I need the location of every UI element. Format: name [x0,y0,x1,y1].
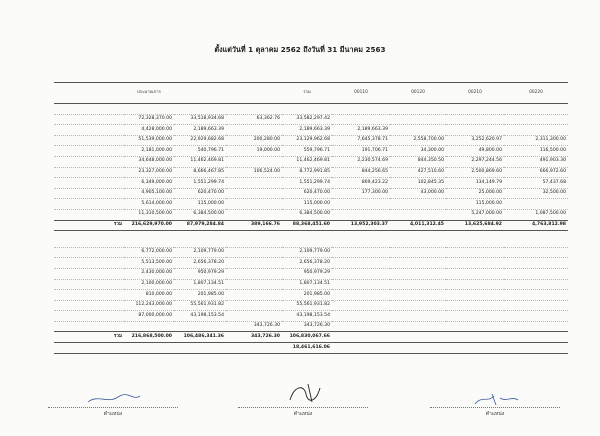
table-row [54,135,568,146]
amount-cell [332,332,390,343]
amount-cell: 4,011,312.45 [390,220,446,231]
table-row [54,300,568,311]
amount-cell: 72,328,370.00 [124,114,174,125]
amount-cell [332,209,390,220]
amount-cell: 216,868,500.00 [124,332,174,343]
row-label [54,104,124,115]
amount-cell [390,104,446,115]
amount-cell: 4,763,812.98 [504,220,568,231]
row-label [54,237,124,247]
amount-cell: 11,462,469.81 [174,156,226,167]
amount-cell: 2,189,663.39 [282,125,332,136]
amount-cell [332,114,390,125]
amount-cell [504,300,568,311]
amount-cell: 134,149.79 [446,178,504,189]
table-row [54,188,568,199]
row-label [54,167,124,178]
amount-cell: 25,000.00 [446,188,504,199]
amount-cell: 2,558,700.00 [390,135,446,146]
amount-cell [504,125,568,136]
amount-cell [226,300,282,311]
col-header [226,83,282,104]
amount-cell [504,268,568,279]
table-row [54,209,568,220]
amount-cell [390,343,446,354]
amount-cell: 6,384,500.00 [174,209,226,220]
row-label [54,199,124,210]
amount-cell: 55,561,931.82 [282,300,332,311]
amount-cell: 427,510.60 [390,167,446,178]
amount-cell [174,104,226,115]
row-label [54,178,124,189]
table-row [54,125,568,136]
amount-cell: 2,230,574.69 [332,156,390,167]
amount-cell [446,300,504,311]
amount-cell: 2,297,244.56 [446,156,504,167]
amount-cell: 115,000.00 [446,199,504,210]
amount-cell [226,311,282,322]
col-header: ประมาณการ [124,83,174,104]
amount-cell [390,321,446,332]
col-header: 00120 [390,83,446,104]
amount-cell: 2,430,000.00 [124,268,174,279]
table-row [54,114,568,125]
amount-cell [332,279,390,290]
signer-role: ตำแหน่ง [293,411,313,417]
table-row [54,167,568,178]
amount-cell: 620,470.00 [174,188,226,199]
table-row [54,279,568,290]
row-label [54,258,124,269]
amount-cell: 216,629,970.00 [124,220,174,231]
amount-cell [226,156,282,167]
amount-cell [332,247,390,258]
amount-cell [390,247,446,258]
amount-cell: 116,500.00 [504,146,568,157]
amount-cell [446,321,504,332]
amount-cell [226,343,282,354]
amount-cell: 19,000.00 [226,146,282,157]
amount-cell [226,268,282,279]
amount-cell [446,237,504,247]
amount-cell: 22,929,682.68 [174,135,226,146]
amount-cell [504,199,568,210]
amount-cell [332,268,390,279]
amount-cell [390,199,446,210]
amount-cell [446,247,504,258]
amount-cell [124,104,174,115]
signature-left [38,392,188,418]
amount-cell [390,290,446,301]
table-row [54,268,568,279]
report-period: ตั้งแต่วันที่ 1 ตุลาคม 2562 ถึงวันที่ 31 มีนาคม 2563 [214,45,386,54]
amount-cell: 4,905,100.00 [124,188,174,199]
row-label: รวม [54,332,124,343]
amount-cell: 49,800.00 [446,146,504,157]
amount-cell: 200,280.00 [226,135,282,146]
amount-cell: 1,807,134.51 [282,279,332,290]
amount-cell [226,209,282,220]
amount-cell: 559,796.71 [282,146,332,157]
table-row [54,146,568,157]
amount-cell [390,300,446,311]
amount-cell: 491,903.30 [504,156,568,167]
amount-cell [174,321,226,332]
amount-cell: 1,551,299.74 [282,178,332,189]
amount-cell: 844,256.65 [332,167,390,178]
amount-cell: 201,985.00 [282,290,332,301]
amount-cell: 810,000.00 [124,290,174,301]
signature-scribble [38,392,188,406]
amount-cell: 88,368,451.60 [282,220,332,231]
row-label [54,114,124,125]
amount-cell: 34,300.00 [390,146,446,157]
amount-cell [332,290,390,301]
col-header [54,83,124,104]
amount-cell [226,125,282,136]
row-label [54,279,124,290]
row-label [54,125,124,136]
amount-cell: 343,726.30 [226,332,282,343]
table-row [54,247,568,258]
amount-cell: 2,109,779.00 [174,247,226,258]
table-row [54,290,568,301]
amount-cell: 950,979.29 [282,268,332,279]
row-label [54,321,124,332]
amount-cell [446,343,504,354]
amount-cell: 112,243,000.00 [124,300,174,311]
signer-role: ตำแหน่ง [485,411,505,417]
amount-cell [504,279,568,290]
amount-cell: 11,462,469.81 [282,156,332,167]
amount-cell: 51,539,000.00 [124,135,174,146]
amount-cell: 23,129,962.68 [282,135,332,146]
amount-cell: 4,428,000.00 [124,125,174,136]
amount-cell: 43,198,153.54 [174,311,226,322]
amount-cell: 5,247,000.00 [446,209,504,220]
amount-cell: 844,350.50 [390,156,446,167]
amount-cell: 191,706.71 [332,146,390,157]
amount-cell [504,104,568,115]
amount-cell: 2,500,869.60 [446,167,504,178]
signature-line [48,407,178,408]
amount-cell [504,343,568,354]
amount-cell [446,311,504,322]
amount-cell: 2,109,779.00 [282,247,332,258]
amount-cell [124,343,174,354]
amount-cell: 2,311,300.00 [504,135,568,146]
row-label: รวม [54,220,124,231]
amount-cell: 5,513,500.00 [124,258,174,269]
amount-cell [504,290,568,301]
amount-cell [504,258,568,269]
amount-cell [282,237,332,247]
amount-cell: 43,198,153.54 [282,311,332,322]
amount-cell: 1,807,134.51 [174,279,226,290]
amount-cell [504,114,568,125]
amount-cell [332,104,390,115]
signature-line [238,407,368,408]
amount-cell [504,237,568,247]
signature-middle [228,392,378,418]
amount-cell [390,237,446,247]
amount-cell: 540,796.71 [174,146,226,157]
amount-cell [390,311,446,322]
amount-cell [504,311,568,322]
table-row [54,199,568,210]
amount-cell [332,343,390,354]
amount-cell: 43,000.00 [390,188,446,199]
amount-cell: 115,000.00 [282,199,332,210]
amount-cell: 13,625,684.92 [446,220,504,231]
amount-cell: 6,349,000.00 [124,178,174,189]
table-row [54,237,568,247]
amount-cell [226,237,282,247]
amount-cell [504,332,568,343]
table-row [54,321,568,332]
amount-cell [332,321,390,332]
amount-cell: 33,518,934.68 [174,114,226,125]
row-label [54,268,124,279]
amount-cell [226,178,282,189]
amount-cell: 87,979,284.84 [174,220,226,231]
amount-cell [226,290,282,301]
amount-cell: 7,645,378.71 [332,135,390,146]
amount-cell: 106,830,067.66 [282,332,332,343]
amount-cell: 2,189,663.39 [174,125,226,136]
row-label [54,247,124,258]
amount-cell: 6,772,000.00 [124,247,174,258]
amount-cell: 63,362.76 [226,114,282,125]
row-label [54,146,124,157]
col-header [174,83,226,104]
row-label [54,300,124,311]
amount-cell: 3,252,620.97 [446,135,504,146]
amount-cell: 2,656,378.20 [174,258,226,269]
amount-cell: 2,656,378.20 [282,258,332,269]
amount-cell [504,247,568,258]
col-header: รวม [282,83,332,104]
amount-cell: 343,726.30 [226,321,282,332]
amount-cell [226,188,282,199]
amount-cell [226,247,282,258]
amount-cell: 87,000,000.00 [124,311,174,322]
col-header: 00210 [446,83,504,104]
header-row [54,83,568,104]
amount-cell: 2,181,000.00 [124,146,174,157]
col-header: 00110 [332,83,390,104]
row-label [54,343,124,354]
amount-cell: 106,524.00 [226,167,282,178]
amount-cell: 2,189,663.39 [332,125,390,136]
amount-cell [390,114,446,125]
amount-cell [390,279,446,290]
amount-cell: 102,845.35 [390,178,446,189]
amount-cell: 8,772,991.85 [282,167,332,178]
amount-cell [446,290,504,301]
amount-cell: 57,437.68 [504,178,568,189]
signature-scribble [420,392,570,406]
amount-cell: 666,972.60 [504,167,568,178]
table-body [54,104,568,354]
amount-cell [226,279,282,290]
row-label [54,156,124,167]
table-row [54,258,568,269]
amount-cell: 13,952,303.37 [332,220,390,231]
amount-cell [390,209,446,220]
table-row [54,311,568,322]
report-table [54,82,568,354]
amount-cell [390,258,446,269]
row-label [54,209,124,220]
amount-cell: 869,423.22 [332,178,390,189]
signature-right [420,392,570,418]
amount-cell [332,300,390,311]
row-label [54,290,124,301]
signer-role: ตำแหน่ง [103,411,123,417]
amount-cell: 343,726.30 [282,321,332,332]
amount-cell: 5,614,000.00 [124,199,174,210]
amount-cell [446,332,504,343]
amount-cell: 6,384,500.00 [282,209,332,220]
row-label [54,135,124,146]
amount-cell: 201,985.00 [174,290,226,301]
table-row [54,156,568,167]
table-row [54,343,568,354]
amount-cell: 23,327,000.00 [124,167,174,178]
amount-cell [446,258,504,269]
amount-cell [446,125,504,136]
amount-cell [332,311,390,322]
amount-cell: 177,300.00 [332,188,390,199]
amount-cell [332,237,390,247]
amount-cell: 1,087,500.00 [504,209,568,220]
signature-scribble [228,392,378,406]
table-row [54,220,568,231]
col-header: 00220 [504,83,568,104]
amount-cell [174,343,226,354]
amount-cell: 2,100,000.00 [124,279,174,290]
row-label [54,311,124,322]
document-header [0,44,600,56]
amount-cell [504,321,568,332]
amount-cell: 11,310,500.00 [124,209,174,220]
amount-cell [446,279,504,290]
amount-cell [226,258,282,269]
amount-cell: 389,166.76 [226,220,282,231]
amount-cell: 55,561,931.82 [174,300,226,311]
amount-cell: 106,486,341.36 [174,332,226,343]
amount-cell: 950,979.29 [174,268,226,279]
amount-cell [390,268,446,279]
amount-cell: 115,000.00 [174,199,226,210]
amount-cell [332,258,390,269]
amount-cell [446,104,504,115]
amount-cell [390,125,446,136]
amount-cell [332,199,390,210]
amount-cell: 18,461,616.06 [282,343,332,354]
signature-line [430,407,560,408]
amount-cell [390,332,446,343]
amount-cell [124,237,174,247]
amount-cell: 33,582,297.42 [282,114,332,125]
amount-cell [174,237,226,247]
table-row [54,104,568,115]
amount-cell: 32,500.00 [504,188,568,199]
table-row [54,332,568,343]
amount-cell [226,199,282,210]
table-row [54,178,568,189]
amount-cell [446,114,504,125]
amount-cell: 620,470.00 [282,188,332,199]
amount-cell [124,321,174,332]
amount-cell [446,268,504,279]
amount-cell: 1,551,299.74 [174,178,226,189]
amount-cell: 8,666,467.85 [174,167,226,178]
amount-cell: 34,648,000.00 [124,156,174,167]
amount-cell [226,104,282,115]
amount-cell [282,104,332,115]
row-label [54,188,124,199]
